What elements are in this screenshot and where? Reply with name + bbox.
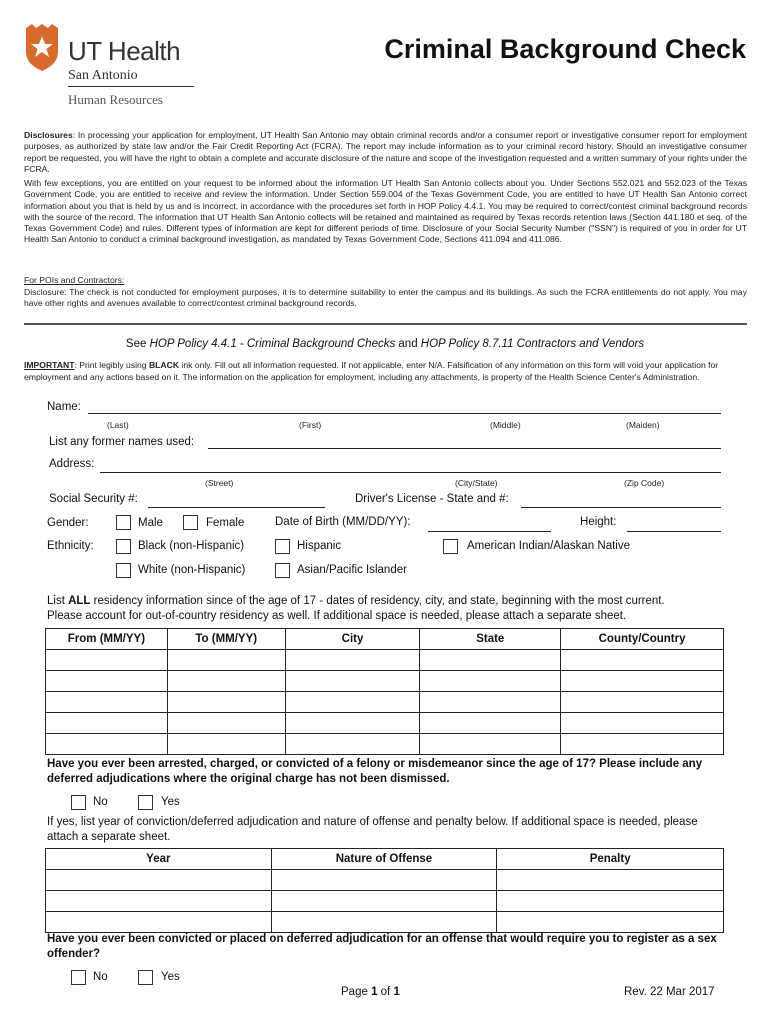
- name-field[interactable]: [88, 413, 721, 414]
- dob-field[interactable]: [428, 531, 551, 532]
- citystate-sublabel: (City/State): [455, 478, 498, 488]
- sex-offender-yes-checkbox[interactable]: [138, 970, 153, 985]
- table-cell[interactable]: [46, 891, 272, 912]
- dl-field[interactable]: [521, 507, 721, 508]
- table-cell[interactable]: [420, 692, 561, 713]
- last-sublabel: (Last): [107, 420, 129, 430]
- female-label: Female: [206, 517, 245, 529]
- table-cell[interactable]: [46, 671, 168, 692]
- middle-sublabel: (Middle): [490, 420, 521, 430]
- pois-heading: [24, 275, 747, 286]
- address-field[interactable]: [100, 472, 721, 473]
- table-cell[interactable]: [561, 734, 724, 755]
- pois-text: Disclosure: The check is not conducted for employment purposes, it is to determine suitability to enter the campus and its buildings. As such the FCRA entitlements do not apply. You may have other rights and avenues available to correct/contest criminal background records.: [24, 287, 747, 309]
- logo-divider: [68, 86, 194, 87]
- table-cell[interactable]: [420, 713, 561, 734]
- female-checkbox[interactable]: [183, 515, 198, 530]
- asian-checkbox[interactable]: [275, 563, 290, 578]
- address-label: Address:: [49, 458, 95, 470]
- table-row: [46, 650, 724, 671]
- table-cell[interactable]: [167, 734, 285, 755]
- table-cell[interactable]: [285, 650, 420, 671]
- pois-heading-text: For POIs and Contractors:: [24, 275, 125, 285]
- table-cell[interactable]: [420, 650, 561, 671]
- col-year: Year: [46, 849, 272, 870]
- policy-link-2[interactable]: HOP Policy 8.7.11 Contractors and Vendors: [420, 338, 645, 350]
- important-label: IMPORTANT: [24, 360, 75, 370]
- table-cell[interactable]: [420, 734, 561, 755]
- disclosure-text-1: : In processing your application for employment, UT Health San Antonio may obtain criminal records and/or a consumer report or investigative consumer report for employment purposes, as authorized by state law and/or the Fair Credit Reporting Act (FCRA). The report may include information as to your criminal record history. Should an investigative consumer report be requested, you will have the right to obtain a complete and accurate disclosure of the nature and scope of the investigation requested and a written summary of your rights under the FCRA.: [24, 130, 747, 174]
- table-row: [46, 734, 724, 755]
- street-sublabel: (Street): [205, 478, 234, 488]
- amind-label: American Indian/Alaskan Native: [467, 540, 630, 552]
- male-checkbox[interactable]: [116, 515, 131, 530]
- felony-yes-label: Yes: [161, 796, 180, 808]
- residency-instructions-2: Please account for out-of-country residency as well. If additional space is needed, please attach a separate sheet.: [47, 610, 627, 622]
- table-cell[interactable]: [167, 692, 285, 713]
- org-dept: Human Resources: [68, 92, 163, 107]
- former-names-field[interactable]: [208, 448, 721, 449]
- policy-and: and: [395, 338, 421, 350]
- col-county: County/Country: [561, 629, 724, 650]
- table-cell[interactable]: [167, 671, 285, 692]
- table-cell[interactable]: [561, 692, 724, 713]
- residency-all: ALL: [68, 595, 91, 607]
- page-current: 1: [371, 986, 378, 998]
- section-divider: [24, 323, 747, 325]
- disclosure-para-1: [24, 130, 747, 175]
- shield-star-icon: [22, 22, 62, 72]
- hispanic-label: Hispanic: [297, 540, 342, 552]
- page-of: of: [377, 986, 394, 998]
- table-row: [46, 891, 724, 912]
- residency-table: [45, 628, 724, 755]
- page-label: Page: [341, 986, 372, 998]
- table-row: [46, 713, 724, 734]
- table-cell[interactable]: [497, 891, 724, 912]
- ssn-field[interactable]: [148, 507, 325, 508]
- residency-instructions-1: [47, 594, 665, 609]
- page-total: 1: [393, 986, 400, 998]
- black-nh-checkbox[interactable]: [116, 539, 131, 554]
- disclosure-para-2: With few exceptions, you are entitled on your request to be informed about the information UT Health San Antonio collects about you. Under Sections 552.021 and 552.023 of the Texas Government Code, you are entitled to receive and review the information. Under Section 559.004 of the Texas Government Code, you are entitled to have UT Health San Antonio correct information about you that is held by us and is incorrect, in accordance with the procedures set forth in HOP Policy 4.4.1. You may be required to correct/contest criminal background records with the source of the record. The information that UT Health San Antonio collects will be retained and maintained as required by Texas records retention laws (Section 441.180 et seq. of the Texas Government Code) and rules. Different types of information are kept for different periods of time. Disclosure of your Social Security Number ("SSN") is required of you in order for UT Health San Antonio to conduct a criminal background investigation, as mandated by Texas Government Code, Sections 411.094 and 411.086.: [24, 178, 747, 245]
- table-row: [46, 671, 724, 692]
- col-penalty: Penalty: [497, 849, 724, 870]
- table-cell[interactable]: [497, 912, 724, 933]
- felony-question: Have you ever been arrested, charged, or convicted of a felony or misdemeanor since the age of 17? Please include any deferred adjudications where the original charge has not been dismissed.: [47, 758, 703, 785]
- col-city: City: [285, 629, 420, 650]
- residency-t1: List: [47, 595, 69, 607]
- policy-link-1[interactable]: HOP Policy 4.4.1 - Criminal Background Checks: [149, 338, 396, 350]
- policy-reference: [0, 338, 770, 350]
- offense-header-row: [46, 849, 724, 870]
- felony-yes-checkbox[interactable]: [138, 795, 153, 810]
- ssn-label: Social Security #:: [49, 493, 138, 505]
- col-from: From (MM/YY): [46, 629, 168, 650]
- table-row: [46, 692, 724, 713]
- col-to: To (MM/YY): [167, 629, 285, 650]
- form-title: Criminal Background Check: [384, 34, 746, 64]
- table-cell[interactable]: [46, 734, 168, 755]
- table-cell[interactable]: [561, 713, 724, 734]
- important-black: BLACK: [148, 360, 180, 370]
- table-cell[interactable]: [285, 734, 420, 755]
- residency-header-row: [46, 629, 724, 650]
- table-cell[interactable]: [46, 650, 168, 671]
- policy-see: See: [125, 338, 150, 350]
- table-cell[interactable]: [271, 891, 497, 912]
- important-text-2: ink only. Fill out all information requested. If not applicable, enter N/A. Falsification of any information on this form will void your application for employment and any actions based on it. The information on the application for employment, including any attachments, is property of the Health Science Center's Administration.: [24, 360, 719, 382]
- page-number: [341, 986, 400, 998]
- table-cell[interactable]: [561, 671, 724, 692]
- table-cell[interactable]: [420, 671, 561, 692]
- table-cell[interactable]: [497, 870, 724, 891]
- felony-no-checkbox[interactable]: [71, 795, 86, 810]
- height-label: Height:: [580, 516, 617, 528]
- white-nh-checkbox[interactable]: [116, 563, 131, 578]
- revision-date: Rev. 22 Mar 2017: [624, 986, 715, 998]
- former-names-label: List any former names used:: [49, 436, 195, 448]
- gender-label: Gender:: [47, 517, 89, 529]
- table-cell[interactable]: [285, 671, 420, 692]
- maiden-sublabel: (Maiden): [626, 420, 660, 430]
- felony-followup: If yes, list year of conviction/deferred adjudication and nature of offense and penalty below. If additional space is needed, please attach a separate sheet.: [47, 816, 698, 843]
- table-cell[interactable]: [46, 692, 168, 713]
- disclosures-label: Disclosures: [24, 130, 73, 140]
- table-cell[interactable]: [561, 650, 724, 671]
- white-nh-label: White (non-Hispanic): [138, 564, 246, 576]
- org-sub: San Antonio: [68, 68, 138, 83]
- black-nh-label: Black (non-Hispanic): [138, 540, 245, 552]
- dl-label: Driver's License - State and #:: [355, 493, 509, 505]
- hispanic-checkbox[interactable]: [275, 539, 290, 554]
- felony-no-label: No: [93, 796, 108, 808]
- height-field[interactable]: [627, 531, 721, 532]
- table-cell[interactable]: [271, 870, 497, 891]
- important-text-1: : Print legibly using: [74, 360, 149, 370]
- first-sublabel: (First): [299, 420, 322, 430]
- amind-checkbox[interactable]: [443, 539, 458, 554]
- sex-offender-no-label: No: [93, 971, 108, 983]
- offense-table: [45, 848, 724, 933]
- ethnicity-label: Ethnicity:: [47, 540, 94, 552]
- male-label: Male: [138, 517, 163, 529]
- zip-sublabel: (Zip Code): [624, 478, 665, 488]
- important-notice: [24, 360, 744, 383]
- table-cell[interactable]: [46, 912, 272, 933]
- sex-offender-no-checkbox[interactable]: [71, 970, 86, 985]
- residency-t2: residency information since of the age of 17 - dates of residency, city, and state, beginning with the most current.: [90, 595, 665, 607]
- sex-offender-question: Have you ever been convicted or placed on deferred adjudication for an offense that would require you to register as a sex offender?: [47, 933, 717, 960]
- table-cell[interactable]: [46, 870, 272, 891]
- table-cell[interactable]: [46, 713, 168, 734]
- table-row: [46, 870, 724, 891]
- table-cell[interactable]: [167, 650, 285, 671]
- dob-label: Date of Birth (MM/DD/YY):: [275, 516, 411, 528]
- org-name: UT Health: [68, 36, 181, 66]
- table-cell[interactable]: [167, 713, 285, 734]
- name-label: Name:: [47, 401, 81, 413]
- table-cell[interactable]: [285, 713, 420, 734]
- col-state: State: [420, 629, 561, 650]
- table-row: [46, 912, 724, 933]
- table-cell[interactable]: [271, 912, 497, 933]
- sex-offender-yes-label: Yes: [161, 971, 180, 983]
- col-nature: Nature of Offense: [271, 849, 497, 870]
- asian-label: Asian/Pacific Islander: [297, 564, 407, 576]
- table-cell[interactable]: [285, 692, 420, 713]
